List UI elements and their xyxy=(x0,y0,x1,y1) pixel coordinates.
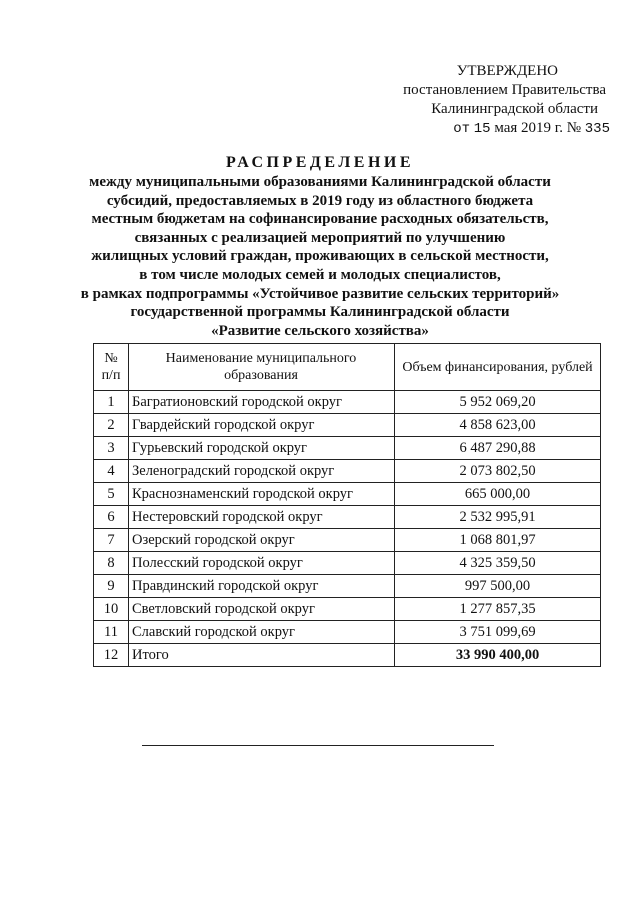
funding-amount: 4 325 359,50 xyxy=(395,552,601,575)
row-number: 8 xyxy=(94,552,129,575)
date-day: 15 xyxy=(473,121,491,137)
title-line: в рамках подпрограммы «Устойчивое развитие сельских территорий» xyxy=(80,285,560,302)
municipality-name: Багратионовский городской округ xyxy=(129,391,395,414)
row-number: 2 xyxy=(94,414,129,437)
table-row xyxy=(94,483,601,506)
funding-amount: 2 073 802,50 xyxy=(395,460,601,483)
number-header: № п/п xyxy=(94,344,129,391)
title-line: «Развитие сельского хозяйства» xyxy=(211,322,429,339)
row-number: 1 xyxy=(94,391,129,414)
table-row xyxy=(94,506,601,529)
title-line: субсидий, предоставляемых в 2019 году из областного бюджета xyxy=(106,192,534,209)
title-line: жилищных условий граждан, проживающих в сельской местности, xyxy=(91,248,549,265)
table-header-row xyxy=(94,344,601,391)
row-number: 11 xyxy=(94,621,129,644)
title-line: местным бюджетам на софинансирование расходных обязательств, xyxy=(91,211,549,228)
table-row xyxy=(94,529,601,552)
name-header: Наименование муниципального образования xyxy=(129,344,395,391)
date-month-year: мая 2019 г. № xyxy=(494,120,582,136)
municipality-name: Нестеровский городской округ xyxy=(129,506,395,529)
table-row xyxy=(94,391,601,414)
row-number: 5 xyxy=(94,483,129,506)
funding-amount: 6 487 290,88 xyxy=(395,437,601,460)
row-number: 6 xyxy=(94,506,129,529)
municipality-name: Краснознаменский городской округ xyxy=(129,483,395,506)
region-label: Калининградской области xyxy=(431,101,598,117)
row-number: 10 xyxy=(94,598,129,621)
funding-amount: 1 068 801,97 xyxy=(395,529,601,552)
municipality-name: Полесский городской округ xyxy=(129,552,395,575)
municipality-name: Озерский городской округ xyxy=(129,529,395,552)
decree-number: 335 xyxy=(584,121,610,137)
municipality-name: Зеленоградский городской округ xyxy=(129,460,395,483)
title-line: в том числе молодых семей и молодых специалистов, xyxy=(139,266,501,283)
date-prefix: от xyxy=(453,121,470,137)
funding-amount: 997 500,00 xyxy=(395,575,601,598)
table-row xyxy=(94,621,601,644)
approval-block xyxy=(340,62,610,139)
municipality-name: Славский городской округ xyxy=(129,621,395,644)
amount-header: Объем финансирования, рублей xyxy=(395,344,601,391)
closing-divider xyxy=(142,745,494,746)
distribution-table xyxy=(93,343,601,667)
row-number: 7 xyxy=(94,529,129,552)
funding-amount: 1 277 857,35 xyxy=(395,598,601,621)
funding-amount: 2 532 995,91 xyxy=(395,506,601,529)
table-row xyxy=(94,552,601,575)
decree-date xyxy=(340,119,610,139)
municipality-name: Светловский городской округ xyxy=(129,598,395,621)
total-row xyxy=(94,644,601,667)
row-number: 4 xyxy=(94,460,129,483)
title-line: между муниципальными образованиями Калининградской области xyxy=(89,174,551,190)
municipality-name: Гурьевский городской округ xyxy=(129,437,395,460)
funding-amount: 665 000,00 xyxy=(395,483,601,506)
municipality-name: Гвардейский городской округ xyxy=(129,414,395,437)
title-heading: РАСПРЕДЕЛЕНИЕ xyxy=(225,154,415,171)
funding-amount: 5 952 069,20 xyxy=(395,391,601,414)
table-row xyxy=(94,575,601,598)
row-number: 12 xyxy=(94,644,129,667)
decree-label: постановлением Правительства xyxy=(403,82,606,98)
table-row xyxy=(94,460,601,483)
table-row xyxy=(94,598,601,621)
document-title xyxy=(80,153,560,340)
title-line: связанных с реализацией мероприятий по улучшению xyxy=(134,229,506,246)
row-number: 9 xyxy=(94,575,129,598)
funding-amount: 3 751 099,69 xyxy=(395,621,601,644)
approved-label: УТВЕРЖДЕНО xyxy=(456,63,558,79)
table-row xyxy=(94,414,601,437)
row-number: 3 xyxy=(94,437,129,460)
title-line: государственной программы Калининградской области xyxy=(130,304,510,321)
total-label: Итого xyxy=(129,644,395,667)
table-row xyxy=(94,437,601,460)
funding-amount: 4 858 623,00 xyxy=(395,414,601,437)
municipality-name: Правдинский городской округ xyxy=(129,575,395,598)
total-amount: 33 990 400,00 xyxy=(395,644,601,667)
